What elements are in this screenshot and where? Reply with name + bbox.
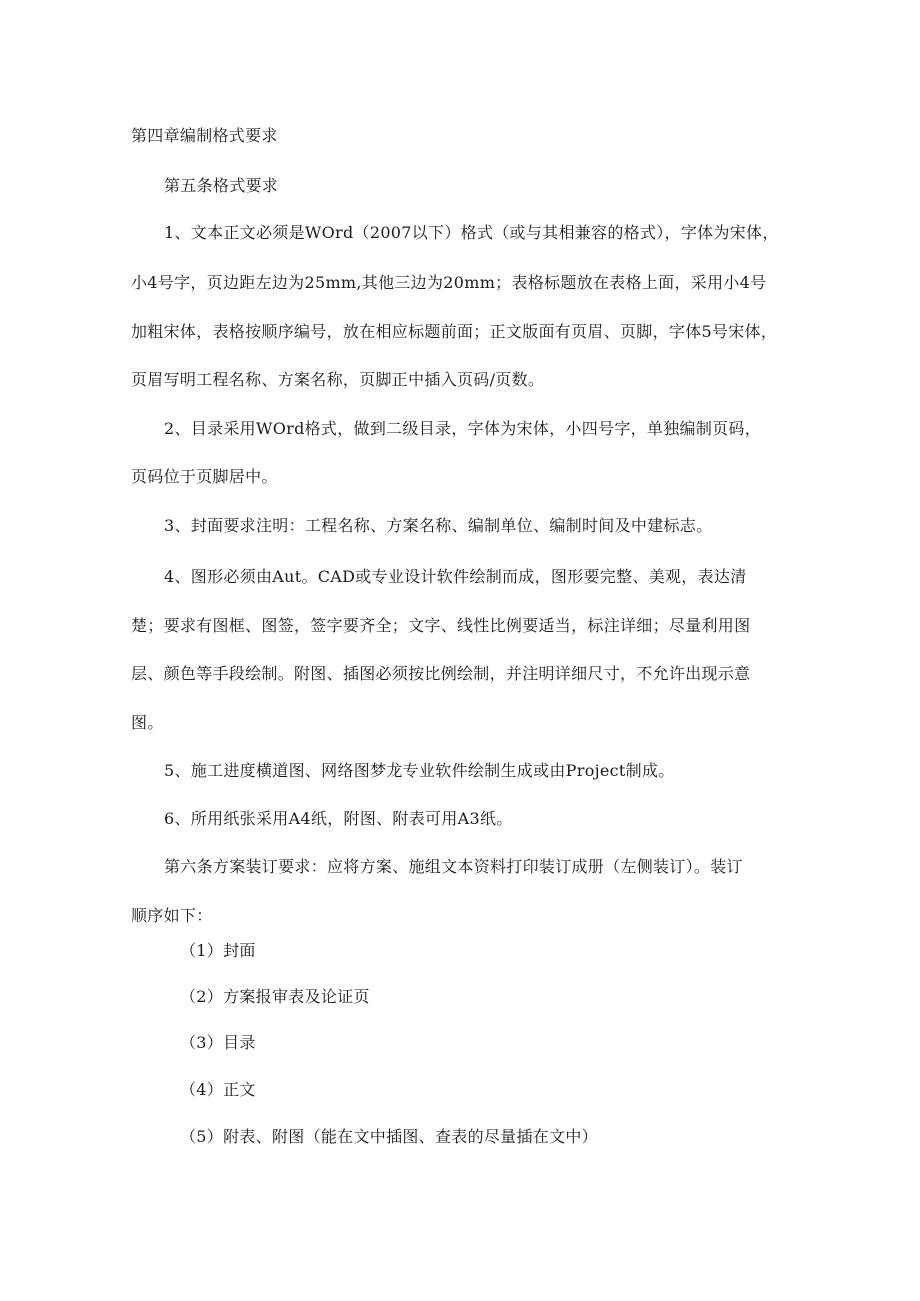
item-1-line-1: 1、文本正文必须是WOrd（2007以下）格式（或与其相兼容的格式），字体为宋体， — [164, 223, 779, 242]
binding-item-4: （4）正文 — [180, 1080, 256, 1099]
item-6-line-1: 6、所用纸张采用A4纸，附图、附表可用A3纸。 — [164, 809, 513, 828]
article-6-line-2: 顺序如下： — [131, 906, 213, 925]
item-4-line-3: 层、颜色等手段绘制。附图、插图必须按比例绘制，并注明详细尺寸，不允许出现示意 — [131, 664, 751, 683]
binding-item-3: （3）目录 — [180, 1033, 256, 1052]
item-5-line-1: 5、施工进度横道图、网络图梦龙专业软件绘制生成或由Project制成。 — [164, 761, 675, 780]
item-1-line-4: 页眉写明工程名称、方案名称，页脚正中插入页码/页数。 — [131, 370, 545, 389]
item-4-line-1: 4、图形必须由Aut。CAD或专业设计软件绘制而成，图形要完整、美观，表达清 — [164, 567, 747, 586]
item-3-line-1: 3、封面要求注明：工程名称、方案名称、编制单位、编制时间及中建标志。 — [164, 516, 713, 535]
item-4-line-4: 图。 — [131, 713, 164, 732]
item-1-line-3: 加粗宋体，表格按顺序编号，放在相应标题前面；正文版面有页眉、页脚，字体5号宋体， — [131, 322, 778, 341]
item-2-line-2: 页码位于页脚居中。 — [131, 467, 278, 486]
binding-item-2: （2）方案报审表及论证页 — [180, 987, 370, 1006]
chapter-title: 第四章编制格式要求 — [131, 126, 278, 145]
article-5-title: 第五条格式要求 — [164, 176, 279, 195]
item-2-line-1: 2、目录采用WOrd格式，做到二级目录，字体为宋体，小四号字，单独编制页码， — [164, 419, 762, 438]
binding-item-1: （1）封面 — [180, 941, 256, 960]
binding-item-5: （5）附表、附图（能在文中插图、查表的尽量插在文中） — [180, 1127, 598, 1146]
item-4-line-2: 楚；要求有图框、图签，签字要齐全；文字、线性比例要适当，标注详细；尽量利用图 — [131, 616, 751, 635]
item-1-line-2: 小4号字，页边距左边为25mm,其他三边为20mm；表格标题放在表格上面，采用小4号 — [131, 273, 767, 292]
article-6-line-1: 第六条方案装订要求：应将方案、施组文本资料打印装订成册（左侧装订）。装订 — [164, 857, 743, 876]
